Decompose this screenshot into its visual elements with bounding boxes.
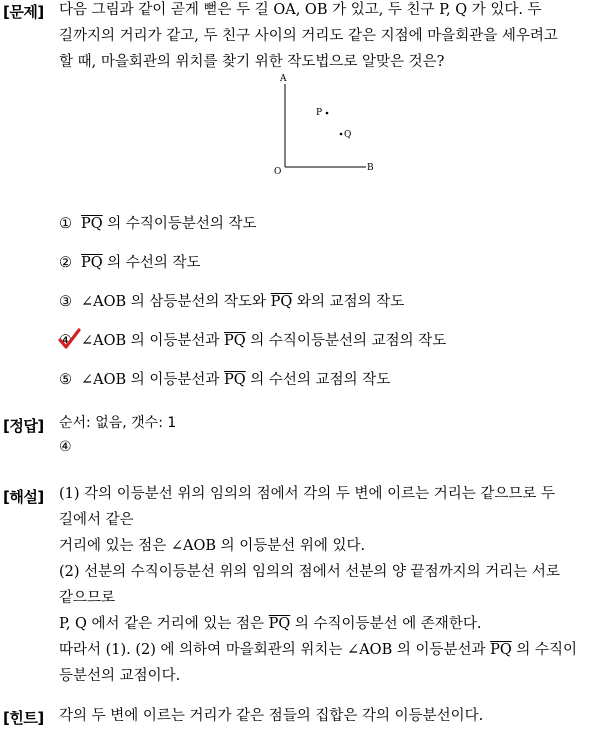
point-p [326, 112, 329, 115]
problem-line: 다음 그림과 같이 곧게 뻗은 두 길 OA, OB 가 있고, 두 친구 P, Q 가 있다. 두 [59, 2, 542, 18]
problem-text [59, 0, 590, 75]
answer-text [59, 411, 590, 459]
label-q: Q [344, 130, 352, 140]
option-pre: ∠AOB 의 이등분선과 [81, 333, 225, 349]
label-b: B [367, 163, 374, 173]
option-marker: ③ [59, 294, 72, 310]
explanation-line: 등분선의 교점이다. [59, 668, 181, 684]
label-a: A [280, 74, 287, 84]
segment-pq: $\overline{PQ}$ [268, 616, 291, 632]
explanation-text [59, 481, 590, 689]
explanation-tag: [해설] [3, 488, 44, 506]
problem-line: 할 때, 마을회관의 위치를 찾기 위한 작도법으로 알맞은 것은? [59, 54, 445, 70]
segment-pq: $\overline{PQ}$ [490, 642, 512, 658]
answer-info: 순서: 없음, 갯수: 1 [59, 415, 177, 431]
option-4 [59, 331, 446, 351]
explanation-line: (2) 선분의 수직이등분선 위의 임의의 점에서 선분의 양 끝점까지의 거리는 서로 [59, 564, 560, 580]
answer-choice: ④ [59, 439, 72, 455]
hint-text: 각의 두 변에 이르는 거리가 같은 점들의 집합은 각의 이등분선이다. [59, 708, 484, 724]
option-3 [59, 292, 404, 312]
check-mark-icon [57, 327, 81, 351]
explanation-line: 길에서 같은 [59, 512, 134, 528]
segment-pq: $\overline{PQ}$ [224, 333, 246, 349]
option-marker: ② [59, 255, 72, 271]
option-1 [59, 214, 257, 234]
option-text: 의 수직이등분선의 교점의 작도 [245, 333, 447, 349]
label-o: O [274, 167, 282, 177]
option-2 [59, 253, 201, 273]
explanation-line: 거리에 있는 점은 ∠AOB 의 이등분선 위에 있다. [59, 538, 366, 554]
answer-tag: [정답] [3, 417, 44, 435]
option-pre: ∠AOB 의 삼등분선의 작도와 [81, 294, 271, 310]
explanation-text-post: 의 수직이등분선 에 존재한다. [290, 616, 482, 632]
correct-option-marker [59, 331, 81, 351]
option-text: 와의 교점의 작도 [292, 294, 405, 310]
option-text: 의 수선의 교점의 작도 [245, 372, 391, 388]
option-marker: ① [59, 216, 72, 232]
problem-line: 길까지의 거리가 같고, 두 친구 사이의 거리도 같은 지점에 마을회관을 세우려고 [59, 28, 558, 44]
explanation-line [59, 637, 590, 663]
option-marker: ⑤ [59, 372, 72, 388]
explanation-text-post: 의 수직이 [511, 642, 577, 658]
problem-tag: [문제] [3, 3, 44, 21]
option-pre: ∠AOB 의 이등분선과 [81, 372, 225, 388]
segment-pq: $\overline{PQ}$ [270, 294, 293, 310]
angle-figure [270, 70, 380, 180]
explanation-line [59, 611, 590, 637]
option-marker: ④ [59, 333, 72, 349]
option-text: 의 수선의 작도 [102, 255, 201, 271]
segment-pq: $\overline{PQ}$ [81, 216, 103, 232]
option-5 [59, 370, 390, 390]
explanation-line: 같으므로 [59, 590, 116, 606]
explanation-text-pre: 따라서 (1). (2) 에 의하여 마을회관의 위치는 ∠AOB 의 이등분선과 [59, 642, 491, 658]
explanation-line: (1) 각의 이등분선 위의 임의의 점에서 각의 두 변에 이르는 거리는 같으므로 두 [59, 486, 556, 502]
segment-pq: $\overline{PQ}$ [224, 372, 246, 388]
explanation-text-pre: P, Q 에서 같은 거리에 있는 점은 [59, 616, 269, 632]
option-text: 의 수직이등분선의 작도 [102, 216, 257, 232]
segment-pq: $\overline{PQ}$ [81, 255, 103, 271]
label-p: P [316, 108, 323, 118]
point-q [340, 133, 343, 136]
hint-tag: [힌트] [3, 709, 44, 727]
